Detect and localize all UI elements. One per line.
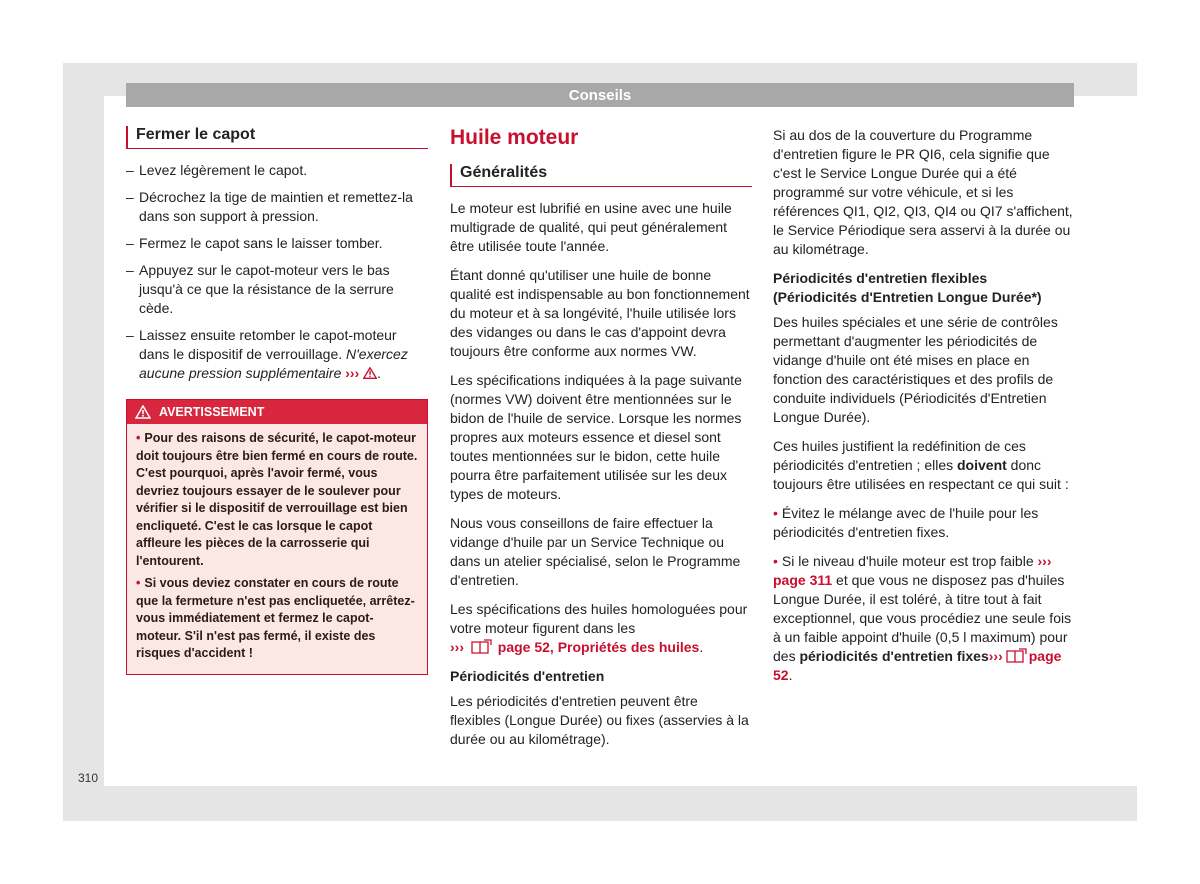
ref-link[interactable]: page 52, Propriétés des huiles (497, 639, 700, 655)
paragraph: Étant donné qu'utiliser une huile de bonne qualité est indispensable au bon fonctionnement du moteur et à sa longévité, l'huile utilisée lors des vidanges ou dans le cas d'appoint devra toujours être conforme aux normes VW. (450, 267, 750, 359)
step5-italic: N'exercez aucune pression supplémentaire (139, 346, 408, 381)
steps-list (126, 161, 428, 383)
list-item: – Décrochez la tige de maintien et remettez-la dans son support à pression. (126, 188, 428, 226)
warning-header (127, 400, 427, 424)
chapter-title: Huile moteur (450, 126, 579, 149)
section-header-band: Conseils (126, 83, 1074, 107)
bullet-item: • Évitez le mélange avec de l'huile pour les périodicités d'entretien fixes. (773, 505, 1039, 540)
ref-arrows[interactable]: ››› (1037, 553, 1052, 569)
warning-body (127, 424, 427, 674)
list-item: – Fermez le capot sans le laisser tomber. (126, 234, 428, 253)
middle-column (450, 126, 752, 759)
warning-triangle-icon (135, 405, 151, 419)
paragraph: Ces huiles justifient la redéfinition de ces périodicités d'entretien ; elles doivent donc toujours être utilisées en respectant ce qui suit : (773, 438, 1069, 492)
list-item (126, 326, 428, 383)
paragraph: Le moteur est lubrifié en usine avec une huile multigrade de qualité, qui peut généralement être utilisée toute l'année. (450, 200, 732, 254)
list-item: – Levez légèrement le capot. (126, 161, 428, 180)
bullet-dot-icon: • (136, 431, 141, 445)
right-column (773, 126, 1073, 695)
bullet-dot-icon: • (136, 576, 141, 590)
list-item: – Appuyez sur le capot-moteur vers le bas jusqu'à ce que la résistance de la serrure cède. (126, 261, 428, 318)
step5-end: . (377, 365, 382, 381)
page-number: 310 (78, 771, 99, 785)
ref-arrows[interactable]: ››› (450, 639, 464, 655)
warning-title: AVERTISSEMENT (159, 405, 265, 419)
paragraph: Les périodicités d'entretien peuvent être flexibles (Longue Durée) ou fixes (asservies à la durée ou au kilométrage). (450, 693, 749, 747)
ref-arrows[interactable]: ››› (988, 648, 1003, 664)
subheading-flexibles: Périodicités d'entretien flexibles (Périodicités d'Entretien Longue Durée*) (773, 270, 1042, 305)
bullet-dot-icon: • (773, 505, 778, 521)
section-title-fermer-capot: Fermer le capot (126, 126, 428, 149)
paragraph: Si au dos de la couverture du Programme d'entretien figure le PR QI6, cela signifie que c'est le Service Longue Durée qui a été programmé sur votre véhicule, et si les références QI1, QI2, QI3, QI4 ou QI7 s'affichent, le Service Périodique sera asservi à la durée ou au kilométrage. (773, 127, 1073, 257)
bullet-item: • Si le niveau d'huile moteur est trop faible ››› page 311 et que vous ne disposez pas d'huiles Longue Durée, il est toléré, à titre tout à fait exceptionnel, que vous procédiez une seule fois à un faible appoint d'huile (0,5 l maximum) pour des périodicités d'entretien fixes››› page 52. (773, 553, 1072, 683)
section-title-generalites: Généralités (450, 164, 752, 187)
warning-item: • Pour des raisons de sécurité, le capot-moteur doit toujours être bien fermé en cours de route. C'est pourquoi, après l'avoir fermé, vous devriez toujours essayer de le soulever pour vérifier si le dispositif de verrouillage est bien encliqueté. C'est le cas lorsque le capot affleure les pièces de la carrosserie qui l'entourent. (136, 431, 418, 568)
warning-triangle-icon[interactable] (363, 367, 377, 379)
book-reference-icon[interactable] (1005, 648, 1027, 663)
step5-text: Laissez ensuite retomber le capot-moteur dans le dispositif de verrouillage. (139, 327, 397, 362)
book-reference-icon[interactable] (470, 639, 492, 654)
paragraph: Nous vous conseillons de faire effectuer la vidange d'huile par un Service Technique ou dans un atelier spécialisé, selon le Programme d'entretien. (450, 515, 741, 588)
warning-item: • Si vous deviez constater en cours de route que la fermeture n'est pas encliquetée, arrêtez-vous immédiatement et fermez le capot-moteur. S'il n'est pas fermé, il existe des risques d'accident ! (136, 576, 415, 660)
warning-box (126, 399, 428, 675)
ref-link-page-311[interactable]: page 311 (773, 572, 833, 588)
subheading-periodicites: Périodicités d'entretien (450, 668, 605, 684)
bullet-dot-icon: • (773, 553, 778, 569)
paragraph: Les spécifications indiquées à la page suivante (normes VW) doivent être mentionnées sur le bidon de l'huile de service. Lorsque les normes propres aux moteurs essence et diesel sont toutes mentionnées sur le bidon, cette huile pourra être parfaitement utilisée sur les deux types de moteurs. (450, 372, 742, 502)
paragraph-specs: Les spécifications des huiles homologuées pour votre moteur figurent dans les ››› page 52, Propriétés des huiles. (450, 601, 748, 655)
step5-arrows[interactable]: ››› (345, 365, 360, 381)
ref-link-page-52[interactable]: page 52 (773, 648, 1062, 683)
left-column (126, 126, 428, 675)
paragraph: Des huiles spéciales et une série de contrôles permettant d'augmenter les périodicités de vidange d'huile ont été mises en place en fonction des caractéristiques et des profils de conduite individuels (Périodicités d'Entretien Longue Durée). (773, 314, 1058, 425)
